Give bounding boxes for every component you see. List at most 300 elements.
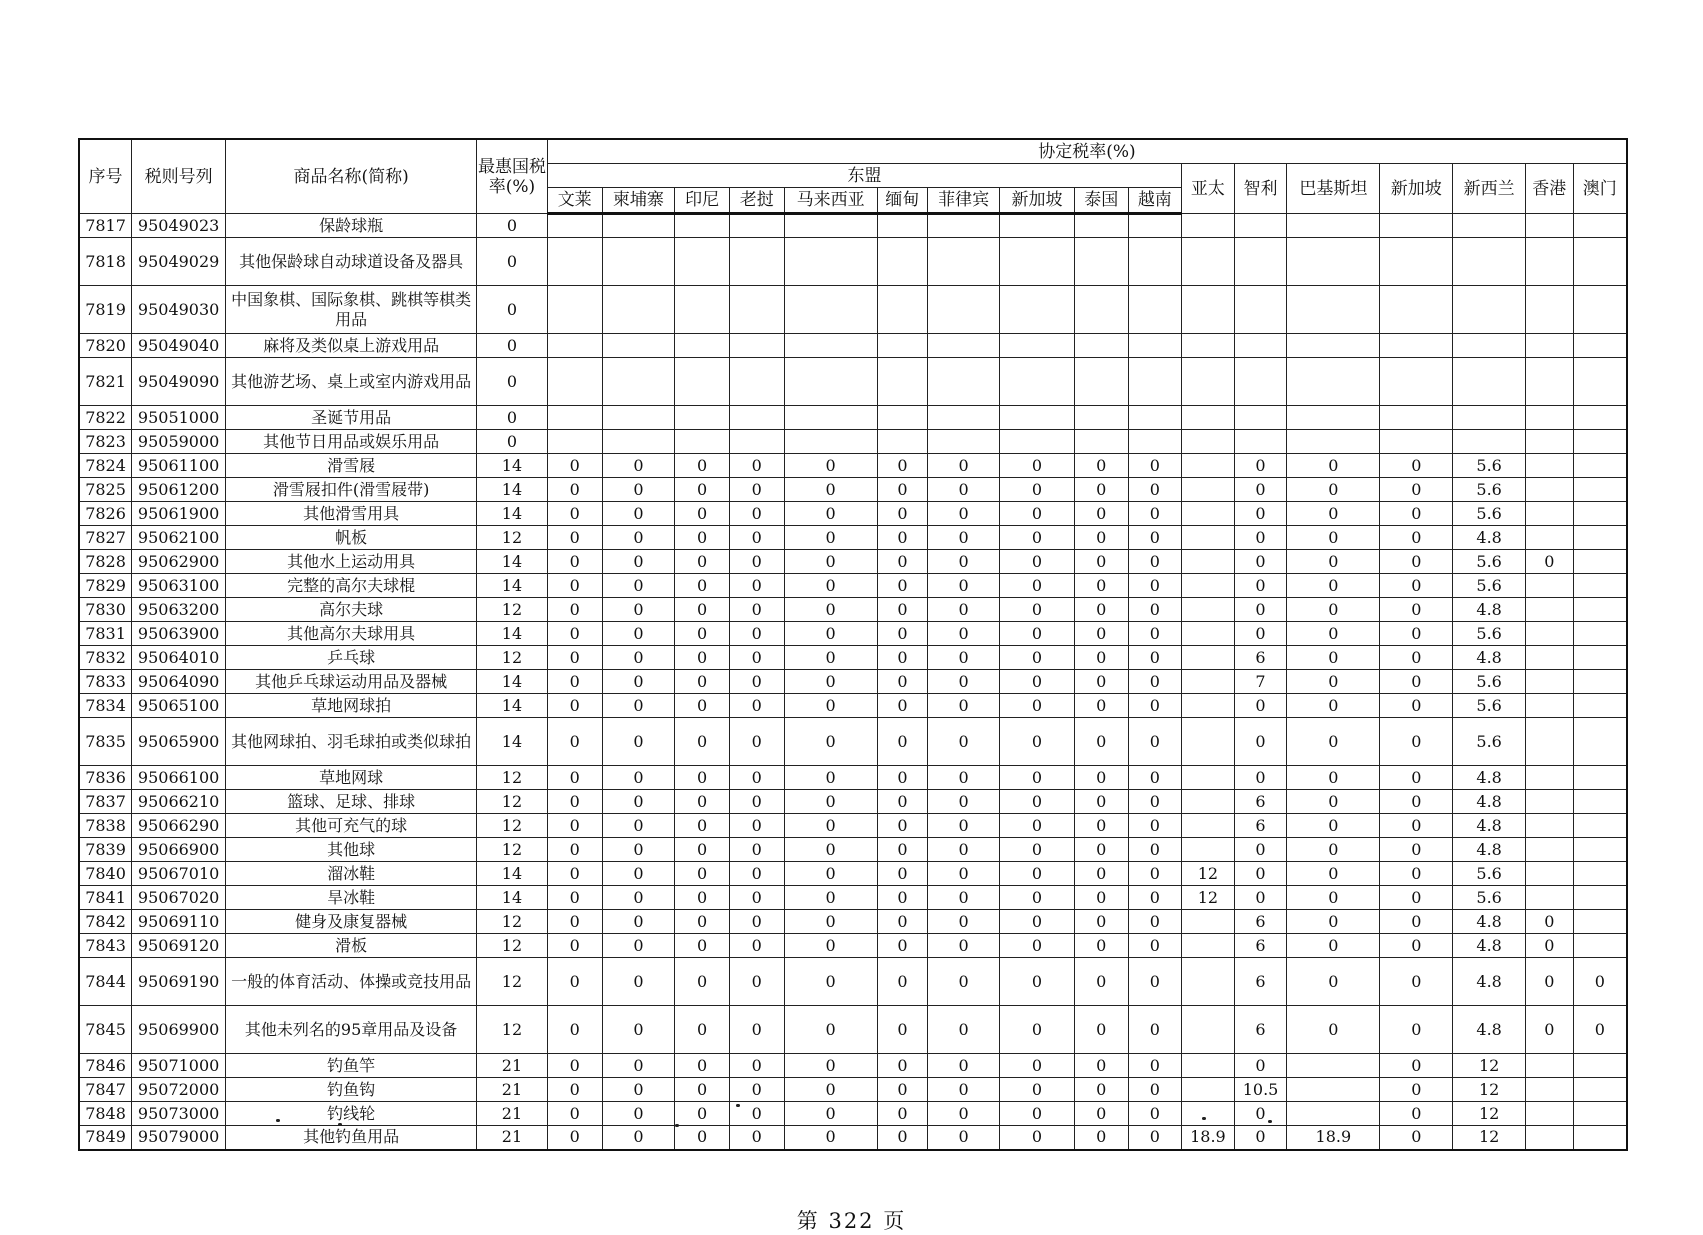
row-singapore-rate: 0 (1380, 958, 1453, 1006)
row-nz-rate: 5.6 (1453, 886, 1526, 910)
row-mfn: 0 (477, 430, 548, 454)
row-asean-rate: 0 (729, 598, 784, 622)
row-asean-rate (877, 334, 928, 358)
row-macau-rate (1573, 238, 1627, 286)
row-asean-rate: 0 (729, 1078, 784, 1102)
row-pakistan-rate: 0 (1287, 862, 1380, 886)
row-asean-rate: 0 (675, 646, 730, 670)
row-asean-rate: 0 (729, 574, 784, 598)
row-mfn: 0 (477, 214, 548, 238)
row-asean-rate (602, 430, 675, 454)
row-name: 钓线轮 (226, 1102, 477, 1126)
row-singapore-rate: 0 (1380, 910, 1453, 934)
row-asean-rate (928, 286, 1000, 334)
row-mfn: 12 (477, 790, 548, 814)
row-asean-rate: 0 (729, 1006, 784, 1054)
row-asean-rate: 0 (602, 526, 675, 550)
header-asean-member: 老挝 (729, 188, 784, 214)
table-row (79, 862, 1627, 886)
row-nz-rate: 12 (1453, 1078, 1526, 1102)
scan-speck (338, 1123, 342, 1126)
row-asean-rate (1000, 238, 1075, 286)
row-asean-rate: 0 (784, 910, 877, 934)
row-nz-rate: 4.8 (1453, 646, 1526, 670)
row-asean-rate: 0 (729, 478, 784, 502)
row-hk-rate (1526, 598, 1574, 622)
row-asean-rate (784, 430, 877, 454)
table-row (79, 478, 1627, 502)
row-apta-rate: 12 (1182, 886, 1235, 910)
row-macau-rate (1573, 478, 1627, 502)
row-asean-rate: 0 (1074, 526, 1128, 550)
row-code: 95069900 (132, 1006, 226, 1054)
table-row (79, 790, 1627, 814)
row-asean-rate: 0 (729, 934, 784, 958)
row-singapore-rate: 0 (1380, 934, 1453, 958)
row-seq: 7845 (79, 1006, 132, 1054)
row-name: 高尔夫球 (226, 598, 477, 622)
row-nz-rate: 4.8 (1453, 766, 1526, 790)
row-asean-rate: 0 (729, 694, 784, 718)
row-asean-rate: 0 (784, 814, 877, 838)
row-asean-rate: 0 (877, 1054, 928, 1078)
row-nz-rate: 5.6 (1453, 574, 1526, 598)
row-asean-rate: 0 (877, 694, 928, 718)
row-singapore-rate: 0 (1380, 454, 1453, 478)
row-macau-rate (1573, 766, 1627, 790)
row-hk-rate (1526, 838, 1574, 862)
row-macau-rate (1573, 358, 1627, 406)
row-asean-rate (877, 358, 928, 406)
table-row (79, 526, 1627, 550)
row-asean-rate: 0 (547, 550, 602, 574)
row-asean-rate: 0 (602, 478, 675, 502)
row-singapore-rate (1380, 334, 1453, 358)
row-asean-rate: 0 (928, 598, 1000, 622)
row-asean-rate: 0 (675, 862, 730, 886)
row-asean-rate: 0 (1128, 598, 1182, 622)
row-code: 95069120 (132, 934, 226, 958)
row-asean-rate: 0 (547, 934, 602, 958)
row-asean-rate (729, 286, 784, 334)
row-asean-rate: 0 (729, 910, 784, 934)
row-hk-rate: 0 (1526, 910, 1574, 934)
row-chile-rate: 0 (1234, 862, 1287, 886)
row-asean-rate: 0 (1000, 862, 1075, 886)
table-row (79, 238, 1627, 286)
row-hk-rate (1526, 814, 1574, 838)
row-asean-rate (1128, 334, 1182, 358)
row-chile-rate: 0 (1234, 886, 1287, 910)
row-asean-rate: 0 (928, 1006, 1000, 1054)
row-asean-rate: 0 (1128, 574, 1182, 598)
row-asean-rate: 0 (547, 502, 602, 526)
row-code: 95049023 (132, 214, 226, 238)
row-hk-rate: 0 (1526, 934, 1574, 958)
table-row (79, 958, 1627, 1006)
row-asean-rate: 0 (1000, 670, 1075, 694)
header-asean-member: 缅甸 (877, 188, 928, 214)
row-mfn: 21 (477, 1126, 548, 1150)
row-asean-rate: 0 (1128, 454, 1182, 478)
row-apta-rate (1182, 1054, 1235, 1078)
row-pakistan-rate (1287, 286, 1380, 334)
row-name: 其他乒乓球运动用品及器械 (226, 670, 477, 694)
row-asean-rate: 0 (1000, 910, 1075, 934)
row-asean-rate (1000, 214, 1075, 238)
row-asean-rate: 0 (928, 550, 1000, 574)
row-asean-rate: 0 (675, 478, 730, 502)
row-asean-rate: 0 (928, 718, 1000, 766)
row-nz-rate (1453, 406, 1526, 430)
row-code: 95073000 (132, 1102, 226, 1126)
table-row (79, 1126, 1627, 1150)
row-nz-rate (1453, 334, 1526, 358)
row-apta-rate (1182, 1102, 1235, 1126)
row-asean-rate: 0 (675, 766, 730, 790)
row-apta-rate (1182, 214, 1235, 238)
row-asean-rate: 0 (1128, 550, 1182, 574)
row-pakistan-rate: 0 (1287, 1006, 1380, 1054)
row-seq: 7826 (79, 502, 132, 526)
row-nz-rate: 5.6 (1453, 718, 1526, 766)
row-apta-rate (1182, 478, 1235, 502)
row-asean-rate: 0 (547, 910, 602, 934)
row-asean-rate: 0 (729, 502, 784, 526)
row-nz-rate (1453, 238, 1526, 286)
row-macau-rate (1573, 790, 1627, 814)
row-asean-rate: 0 (877, 814, 928, 838)
row-chile-rate: 6 (1234, 910, 1287, 934)
row-hk-rate (1526, 1126, 1574, 1150)
row-name: 圣诞节用品 (226, 406, 477, 430)
row-asean-rate: 0 (1128, 622, 1182, 646)
row-macau-rate (1573, 454, 1627, 478)
row-asean-rate: 0 (729, 646, 784, 670)
row-singapore-rate: 0 (1380, 526, 1453, 550)
row-asean-rate: 0 (602, 886, 675, 910)
row-asean-rate (675, 358, 730, 406)
row-asean-rate: 0 (675, 622, 730, 646)
row-singapore-rate: 0 (1380, 1102, 1453, 1126)
row-code: 95064010 (132, 646, 226, 670)
row-asean-rate (1128, 358, 1182, 406)
row-asean-rate (877, 430, 928, 454)
row-asean-rate (602, 358, 675, 406)
row-asean-rate (1074, 286, 1128, 334)
row-asean-rate: 0 (928, 1126, 1000, 1150)
row-hk-rate (1526, 886, 1574, 910)
row-pakistan-rate: 0 (1287, 694, 1380, 718)
row-hk-rate (1526, 670, 1574, 694)
row-asean-rate: 0 (784, 694, 877, 718)
row-asean-rate: 0 (1074, 646, 1128, 670)
row-mfn: 14 (477, 670, 548, 694)
row-chile-rate: 0 (1234, 478, 1287, 502)
row-asean-rate: 0 (877, 934, 928, 958)
row-asean-rate: 0 (602, 670, 675, 694)
row-asean-rate: 0 (877, 1078, 928, 1102)
row-asean-rate: 0 (602, 694, 675, 718)
row-singapore-rate: 0 (1380, 550, 1453, 574)
table-row (79, 214, 1627, 238)
row-apta-rate (1182, 1006, 1235, 1054)
row-chile-rate (1234, 334, 1287, 358)
row-asean-rate: 0 (1000, 478, 1075, 502)
row-hk-rate (1526, 430, 1574, 454)
row-name: 篮球、足球、排球 (226, 790, 477, 814)
row-asean-rate: 0 (675, 502, 730, 526)
row-asean-rate (547, 334, 602, 358)
row-asean-rate: 0 (547, 478, 602, 502)
row-singapore-rate: 0 (1380, 838, 1453, 862)
row-mfn: 12 (477, 934, 548, 958)
row-seq: 7846 (79, 1054, 132, 1078)
row-asean-rate (1074, 406, 1128, 430)
row-apta-rate (1182, 838, 1235, 862)
row-asean-rate: 0 (602, 1126, 675, 1150)
row-asean-rate: 0 (928, 814, 1000, 838)
row-nz-rate: 4.8 (1453, 1006, 1526, 1054)
table-row (79, 358, 1627, 406)
row-asean-rate: 0 (877, 1102, 928, 1126)
row-apta-rate (1182, 334, 1235, 358)
row-asean-rate (877, 214, 928, 238)
row-mfn: 14 (477, 454, 548, 478)
row-asean-rate: 0 (602, 550, 675, 574)
row-nz-rate (1453, 430, 1526, 454)
row-singapore-rate: 0 (1380, 1006, 1453, 1054)
row-asean-rate: 0 (602, 766, 675, 790)
row-singapore-rate: 0 (1380, 670, 1453, 694)
row-pakistan-rate: 0 (1287, 934, 1380, 958)
row-asean-rate: 0 (1128, 1078, 1182, 1102)
row-mfn: 21 (477, 1102, 548, 1126)
row-asean-rate: 0 (547, 622, 602, 646)
row-code: 95051000 (132, 406, 226, 430)
row-seq: 7849 (79, 1126, 132, 1150)
row-apta-rate (1182, 502, 1235, 526)
row-asean-rate (928, 334, 1000, 358)
row-code: 95066290 (132, 814, 226, 838)
header-other: 巴基斯坦 (1287, 164, 1380, 214)
row-asean-rate: 0 (1000, 814, 1075, 838)
row-mfn: 14 (477, 862, 548, 886)
row-asean-rate: 0 (602, 454, 675, 478)
row-singapore-rate: 0 (1380, 1078, 1453, 1102)
row-chile-rate: 6 (1234, 790, 1287, 814)
table-row (79, 766, 1627, 790)
row-asean-rate: 0 (675, 1126, 730, 1150)
table-row (79, 1054, 1627, 1078)
row-asean-rate: 0 (1074, 766, 1128, 790)
row-asean-rate: 0 (1074, 502, 1128, 526)
row-nz-rate: 4.8 (1453, 790, 1526, 814)
row-chile-rate: 6 (1234, 814, 1287, 838)
row-asean-rate: 0 (928, 910, 1000, 934)
row-asean-rate: 0 (784, 454, 877, 478)
row-pakistan-rate: 0 (1287, 646, 1380, 670)
row-asean-rate: 0 (729, 838, 784, 862)
row-seq: 7844 (79, 958, 132, 1006)
row-seq: 7842 (79, 910, 132, 934)
row-code: 95069110 (132, 910, 226, 934)
row-name: 草地网球 (226, 766, 477, 790)
row-asean-rate (547, 430, 602, 454)
row-asean-rate: 0 (877, 502, 928, 526)
row-asean-rate: 0 (675, 670, 730, 694)
row-apta-rate (1182, 670, 1235, 694)
row-asean-rate (784, 238, 877, 286)
row-pakistan-rate (1287, 1054, 1380, 1078)
row-hk-rate (1526, 766, 1574, 790)
row-asean-rate (675, 406, 730, 430)
row-pakistan-rate (1287, 358, 1380, 406)
row-name: 溜冰鞋 (226, 862, 477, 886)
row-asean-rate: 0 (729, 766, 784, 790)
row-mfn: 12 (477, 766, 548, 790)
row-asean-rate: 0 (547, 454, 602, 478)
row-asean-rate (602, 214, 675, 238)
row-asean-rate: 0 (547, 862, 602, 886)
row-asean-rate: 0 (1128, 1006, 1182, 1054)
row-code: 95079000 (132, 1126, 226, 1150)
row-asean-rate: 0 (1000, 838, 1075, 862)
page-number: 第 322 页 (796, 1209, 907, 1233)
row-asean-rate (1000, 334, 1075, 358)
row-asean-rate: 0 (729, 958, 784, 1006)
row-asean-rate: 0 (1000, 1006, 1075, 1054)
row-asean-rate: 0 (877, 910, 928, 934)
row-asean-rate: 0 (1000, 1078, 1075, 1102)
row-singapore-rate: 0 (1380, 814, 1453, 838)
row-seq: 7847 (79, 1078, 132, 1102)
row-asean-rate (1000, 430, 1075, 454)
row-asean-rate: 0 (877, 646, 928, 670)
header-code: 税则号列 (132, 139, 226, 214)
row-asean-rate: 0 (675, 718, 730, 766)
row-asean-rate (1074, 334, 1128, 358)
row-asean-rate: 0 (1074, 814, 1128, 838)
row-asean-rate: 0 (547, 1078, 602, 1102)
row-asean-rate (928, 238, 1000, 286)
row-asean-rate: 0 (675, 1006, 730, 1054)
row-macau-rate (1573, 934, 1627, 958)
row-nz-rate (1453, 358, 1526, 406)
row-asean-rate: 0 (602, 862, 675, 886)
row-asean-rate: 0 (877, 790, 928, 814)
row-pakistan-rate: 0 (1287, 454, 1380, 478)
row-asean-rate: 0 (784, 670, 877, 694)
row-asean-rate: 0 (928, 862, 1000, 886)
row-pakistan-rate: 0 (1287, 478, 1380, 502)
row-name: 其他球 (226, 838, 477, 862)
row-pakistan-rate: 0 (1287, 766, 1380, 790)
row-pakistan-rate: 0 (1287, 550, 1380, 574)
row-name: 滑板 (226, 934, 477, 958)
row-code: 95066100 (132, 766, 226, 790)
row-asean-rate: 0 (547, 838, 602, 862)
header-asean-member: 菲律宾 (928, 188, 1000, 214)
row-apta-rate (1182, 694, 1235, 718)
row-asean-rate: 0 (1128, 790, 1182, 814)
row-mfn: 0 (477, 406, 548, 430)
row-chile-rate (1234, 214, 1287, 238)
row-seq: 7817 (79, 214, 132, 238)
row-chile-rate: 0 (1234, 838, 1287, 862)
row-macau-rate (1573, 646, 1627, 670)
row-mfn: 14 (477, 622, 548, 646)
row-asean-rate (547, 238, 602, 286)
row-pakistan-rate: 0 (1287, 838, 1380, 862)
row-asean-rate: 0 (1128, 646, 1182, 670)
row-asean-rate: 0 (1128, 958, 1182, 1006)
row-mfn: 14 (477, 718, 548, 766)
row-seq: 7840 (79, 862, 132, 886)
row-seq: 7823 (79, 430, 132, 454)
row-asean-rate: 0 (1074, 1126, 1128, 1150)
row-asean-rate: 0 (877, 598, 928, 622)
row-nz-rate: 5.6 (1453, 454, 1526, 478)
table-row (79, 718, 1627, 766)
row-code: 95049090 (132, 358, 226, 406)
row-hk-rate: 0 (1526, 550, 1574, 574)
row-name: 一般的体育活动、体操或竞技用品 (226, 958, 477, 1006)
row-asean-rate (675, 238, 730, 286)
row-asean-rate: 0 (1128, 694, 1182, 718)
row-asean-rate: 0 (1074, 886, 1128, 910)
row-hk-rate (1526, 214, 1574, 238)
row-apta-rate (1182, 718, 1235, 766)
row-asean-rate: 0 (547, 718, 602, 766)
row-name: 中国象棋、国际象棋、跳棋等棋类用品 (226, 286, 477, 334)
row-asean-rate: 0 (675, 1054, 730, 1078)
row-asean-rate: 0 (928, 454, 1000, 478)
row-asean-rate: 0 (877, 670, 928, 694)
row-asean-rate: 0 (547, 1126, 602, 1150)
row-asean-rate (729, 238, 784, 286)
row-asean-rate (1074, 238, 1128, 286)
row-chile-rate: 0 (1234, 622, 1287, 646)
row-pakistan-rate: 0 (1287, 886, 1380, 910)
row-code: 95049030 (132, 286, 226, 334)
row-apta-rate (1182, 430, 1235, 454)
row-pakistan-rate: 0 (1287, 502, 1380, 526)
row-asean-rate (877, 238, 928, 286)
row-apta-rate: 18.9 (1182, 1126, 1235, 1150)
row-name: 其他滑雪用具 (226, 502, 477, 526)
row-apta-rate (1182, 1078, 1235, 1102)
row-asean-rate: 0 (928, 502, 1000, 526)
row-apta-rate (1182, 814, 1235, 838)
header-asean-member: 印尼 (675, 188, 730, 214)
row-apta-rate (1182, 454, 1235, 478)
row-code: 95063200 (132, 598, 226, 622)
row-asean-rate: 0 (547, 646, 602, 670)
row-pakistan-rate: 0 (1287, 958, 1380, 1006)
row-hk-rate (1526, 574, 1574, 598)
row-asean-rate: 0 (602, 790, 675, 814)
row-name: 其他网球拍、羽毛球拍或类似球拍 (226, 718, 477, 766)
row-apta-rate (1182, 646, 1235, 670)
row-asean-rate: 0 (928, 934, 1000, 958)
row-singapore-rate (1380, 358, 1453, 406)
row-seq: 7819 (79, 286, 132, 334)
row-asean-rate: 0 (547, 670, 602, 694)
row-code: 95049029 (132, 238, 226, 286)
row-asean-rate (547, 214, 602, 238)
row-pakistan-rate: 0 (1287, 718, 1380, 766)
